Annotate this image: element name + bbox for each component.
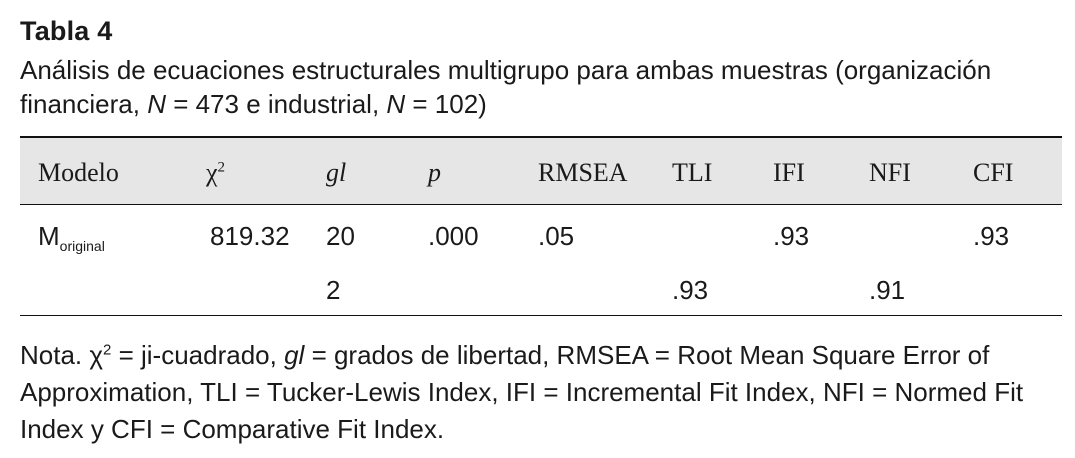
header-gl: gl: [326, 158, 347, 187]
row1-p: .000: [428, 221, 479, 251]
table-note: [20, 337, 1060, 448]
header-cfi: CFI: [973, 158, 1014, 187]
table-bottom-rule: [20, 315, 1062, 316]
row2-nfi: .91: [869, 275, 906, 305]
header-modelo: Modelo: [38, 158, 119, 187]
header-tli: TLI: [672, 158, 713, 187]
row1-chi-square: 819.32: [210, 221, 290, 251]
header-chi-square: [206, 158, 225, 188]
row1-gl: 20: [326, 221, 355, 251]
table-body: [20, 205, 1062, 315]
header-nfi: NFI: [869, 158, 911, 187]
row1-modelo: [38, 221, 105, 255]
row1-cfi: .93: [973, 221, 1010, 251]
header-chi-superscript: 2: [217, 159, 226, 176]
header-chi-symbol: χ: [206, 158, 218, 187]
header-ifi: IFI: [773, 158, 805, 187]
caption-text-1: Análisis de ecuaciones estructurales multigrupo para ambas muestras (organización financiera,: [20, 55, 992, 119]
row1-modelo-subscript: original: [59, 238, 105, 255]
note-text-1: = ji-cuadrado,: [111, 340, 285, 370]
note-prefix: Nota.: [20, 340, 90, 370]
table-title: Tabla 4: [20, 16, 113, 46]
note-chi-symbol: χ: [89, 340, 104, 370]
note-chi-superscript: 2: [103, 341, 112, 359]
caption-n-symbol-1: N: [147, 89, 166, 119]
header-p: p: [428, 158, 441, 187]
caption-text-3: = 102): [405, 89, 487, 119]
row2-gl: 2: [326, 275, 341, 305]
row2-tli: .93: [672, 275, 709, 305]
table-caption: [20, 53, 1060, 121]
caption-n-symbol-2: N: [386, 89, 406, 119]
row1-modelo-main: M: [38, 221, 60, 251]
row1-rmsea: .05: [538, 221, 575, 251]
caption-text-2: = 473 e industrial,: [165, 89, 387, 119]
table-header: [20, 138, 1062, 204]
note-gl: gl: [284, 340, 305, 370]
note-text-2: = grados de libertad, RMSEA = Root Mean Square Error of Approximation, TLI = Tucker-Lewis Index, IFI = Incremental Fit Index, NFI = Normed Fit Index y CFI = Comparative Fit Index.: [20, 340, 1024, 444]
results-table: [20, 136, 1062, 316]
header-rmsea: RMSEA: [538, 158, 628, 187]
row1-ifi: .93: [773, 221, 810, 251]
